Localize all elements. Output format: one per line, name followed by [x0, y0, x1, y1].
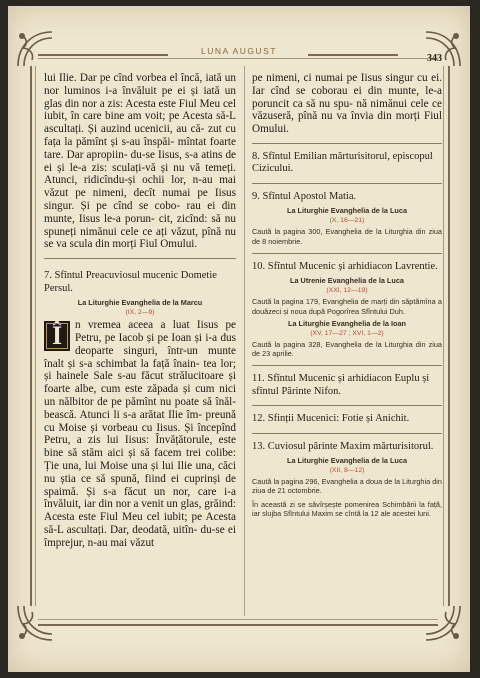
section-divider	[252, 183, 442, 184]
scripture-reference: (XII, 8—12)	[329, 467, 365, 475]
section-11-title: 11. Sfîntul Mucenic și arhidiacon Euplu și sfîntul Părinte Nifon.	[252, 373, 430, 397]
section-divider	[252, 253, 442, 254]
section-divider	[252, 143, 442, 144]
continuation-line: lui Ilie. Dar pe cînd vorbea el încă,	[44, 72, 206, 84]
continuation-line: din morți Fiul Omului.	[95, 238, 198, 251]
matins-heading: La Utrenie Evanghelia de la Luca	[290, 276, 404, 286]
liturgy-heading: La Liturghie Evanghelia de la Luca	[286, 456, 408, 466]
section-divider	[252, 405, 442, 406]
section-7-title: 7. Sfîntul Preacuviosul mucenic Dometie Persul.	[44, 270, 217, 294]
frame-bottom-line-inner	[38, 619, 438, 620]
section-9-title: 9. Sfîntul Apostol Matia.	[252, 190, 357, 202]
section-8-title: 8. Sfîntul Emilian mărturisitorul, episcopul Cizicului.	[252, 150, 433, 175]
gospel-line: ei cuprinși de spaimă. Și s-a făcut	[44, 472, 236, 498]
gospel-line: Ioan și i-a dus deoparte	[75, 331, 236, 357]
section-12-title: 12. Sfinții Mucenici: Fotie și Anichit.	[252, 413, 410, 425]
frame-left-line	[30, 66, 32, 606]
reading-note: Caută la pagina 179, Evanghelia de marți din săptămîna a douăzeci și noua după Pogorîrea Sfîntului Duh.	[252, 297, 442, 316]
continuation-line: du-se Iisus, s-a atins de ei și le-a	[44, 148, 236, 174]
continuation-line: nă nimănui cele ce văzuseră, pînă	[252, 97, 442, 123]
continuation-line: iată un nor luminos i-a învăluit pe	[44, 72, 236, 97]
section-10-title: 10. Sfîntul Mucenic și arhidiacon Lavrentie.	[252, 260, 438, 272]
scripture-reference: (IX, 2—9)	[125, 309, 155, 317]
gospel-line: du-se ei împrejur, n-au mai văzut	[44, 523, 236, 549]
gospel-line: n vremea aceea a luat Iisus	[75, 319, 226, 332]
gospel-line: de pe pămînt nu poate să înăl-	[97, 395, 236, 408]
gospel-line: înalt și s-a schimbat la față înain-	[44, 357, 204, 370]
section-divider	[252, 365, 442, 366]
continuation-line: Acesta este Fiul Meu cel iubit, în	[44, 97, 236, 123]
gospel-line: tea lor; și hainele Sale s-au făcut	[44, 357, 237, 383]
gospel-line: Iisus: Învățătorule, este bine să	[44, 434, 237, 460]
ornament-corner-bottom-right	[422, 602, 464, 644]
frame-right-line	[448, 66, 450, 606]
book-page	[8, 6, 470, 672]
continuation-line: rau ei din munte, Iisus le-a porun-	[44, 199, 236, 225]
continuation-line: cit, zicînd: să nu spuneți nimănui	[44, 212, 236, 238]
running-title: LUNA AUGUST	[200, 46, 278, 56]
reading-note: Caută la pagina 300, Evanghelia de la Liturghia din ziua de 8 noiembrie.	[252, 227, 442, 246]
continuation-line: Atunci, ridicîndu-și ochii lor, n-au	[44, 174, 220, 187]
gospel-line: Ție una, lui Moise una și lui Ilie	[44, 459, 196, 472]
liturgy-heading: La Liturghie Evanghelia de la Luca	[286, 206, 408, 216]
scripture-reference: (XXI, 12—19)	[326, 287, 368, 295]
gospel-line: singuri, într-un munte	[123, 344, 236, 357]
gospel-line: este Fiul Meu cel iubit; pe Acesta	[78, 511, 236, 524]
gospel-line: să-L ascultați. Dar, deodată, uitîn-	[44, 523, 201, 536]
continuation-line: cele ce ați văzut, pînă nu se va scula	[44, 225, 237, 251]
continuation-line: mîntat foarte tare. Dar apropiin-	[44, 135, 237, 161]
section-divider	[252, 433, 442, 434]
frame-right-line-inner	[443, 66, 444, 606]
frame-top-line-inner	[38, 58, 438, 59]
scripture-reference: (X, 16—21)	[329, 217, 365, 225]
continuation-line: zut cu fața la pămînt și s-au înspăi-	[44, 123, 236, 148]
gospel-paragraph	[44, 319, 236, 549]
gospel-line: este zăpada și cum nici un nălbitor	[44, 383, 236, 408]
section-13-title: 13. Cuviosul părinte Maxim mărturisitorul.	[252, 440, 434, 452]
gospel-line: una, căci nu știa ce să spună, fiind	[44, 459, 236, 485]
frame-gutter-line	[244, 66, 245, 616]
gospel-line: stăm aici și să facem trei colibe:	[81, 447, 236, 460]
continuation-line: ei și iată un glas din nor a zis:	[44, 84, 236, 110]
reading-note: Caută la pagina 296, Evanghelia a doua de la Liturghia din ziua de 21 octombrie.	[252, 477, 442, 496]
continuation-line: pe Iisus singur. Și pe cînd se cobo-	[44, 187, 236, 212]
continuation-line: ascultați. Și auzind ucenicii, au că-	[44, 123, 209, 136]
gospel-line: bească. Atunci li s-a arătat Ilie îm-	[44, 408, 206, 421]
gospel-line: strălucitoare și foarte albe, cum	[44, 370, 236, 396]
scripture-reference: (XV, 17—27 ; XVI, 1—2)	[310, 329, 384, 337]
frame-bottom-line	[38, 624, 438, 626]
frame-left-line-inner	[35, 66, 36, 606]
continuation-line: munte, le-a poruncit ca să nu spu-	[252, 84, 442, 110]
gospel-line: Iisus. Și începînd Petru, a zis lui	[44, 421, 236, 447]
right-column	[252, 72, 442, 518]
gospel-line: un nor, care i-a învăluit, iar din	[44, 485, 236, 511]
dropcap-letter: Î	[44, 321, 70, 351]
gospel-line: preună cu Moise și vorbeau cu	[44, 408, 236, 434]
liturgy-heading: La Liturghie Evanghelia de la Ioan	[288, 318, 406, 328]
commemoration-note: În această zi se săvîrșește pomenirea Schimbării la față, iar slujba Sfîntului Maxim se cîntă la 12 ale acestei luni.	[252, 499, 442, 518]
liturgy-heading: La Liturghie Evanghelia de la Marcu	[77, 298, 203, 308]
ornament-corner-bottom-left	[14, 602, 56, 644]
continuation-line: cu ei. Iar cînd se coborau ei din	[252, 72, 442, 97]
continuation-line: care bine am voit; pe Acesta să-L	[82, 110, 237, 123]
page-number: 343	[427, 53, 442, 64]
continuation-line: mai văzut pe nimeni, decît numai	[44, 174, 236, 200]
continuation-line: zis: sculați-vă și nu vă temeți.	[91, 161, 236, 174]
left-column	[44, 72, 236, 550]
continuation-paragraph	[44, 72, 236, 251]
continuation-line: pe nimeni, ci numai pe Iisus singur	[252, 72, 417, 84]
reading-note: Caută la pagina 328, Evanghelia de la Liturghia din ziua de 23 aprilie.	[252, 339, 442, 358]
section-divider	[44, 258, 236, 259]
continuation-line: nu va învia din morți Fiul Omului.	[252, 110, 443, 136]
continuation-paragraph-right	[252, 72, 442, 136]
gospel-line: pe Petru, pe Iacob și pe	[75, 319, 236, 344]
gospel-line: nor a venit un glas, grăind: Acesta	[44, 498, 236, 524]
